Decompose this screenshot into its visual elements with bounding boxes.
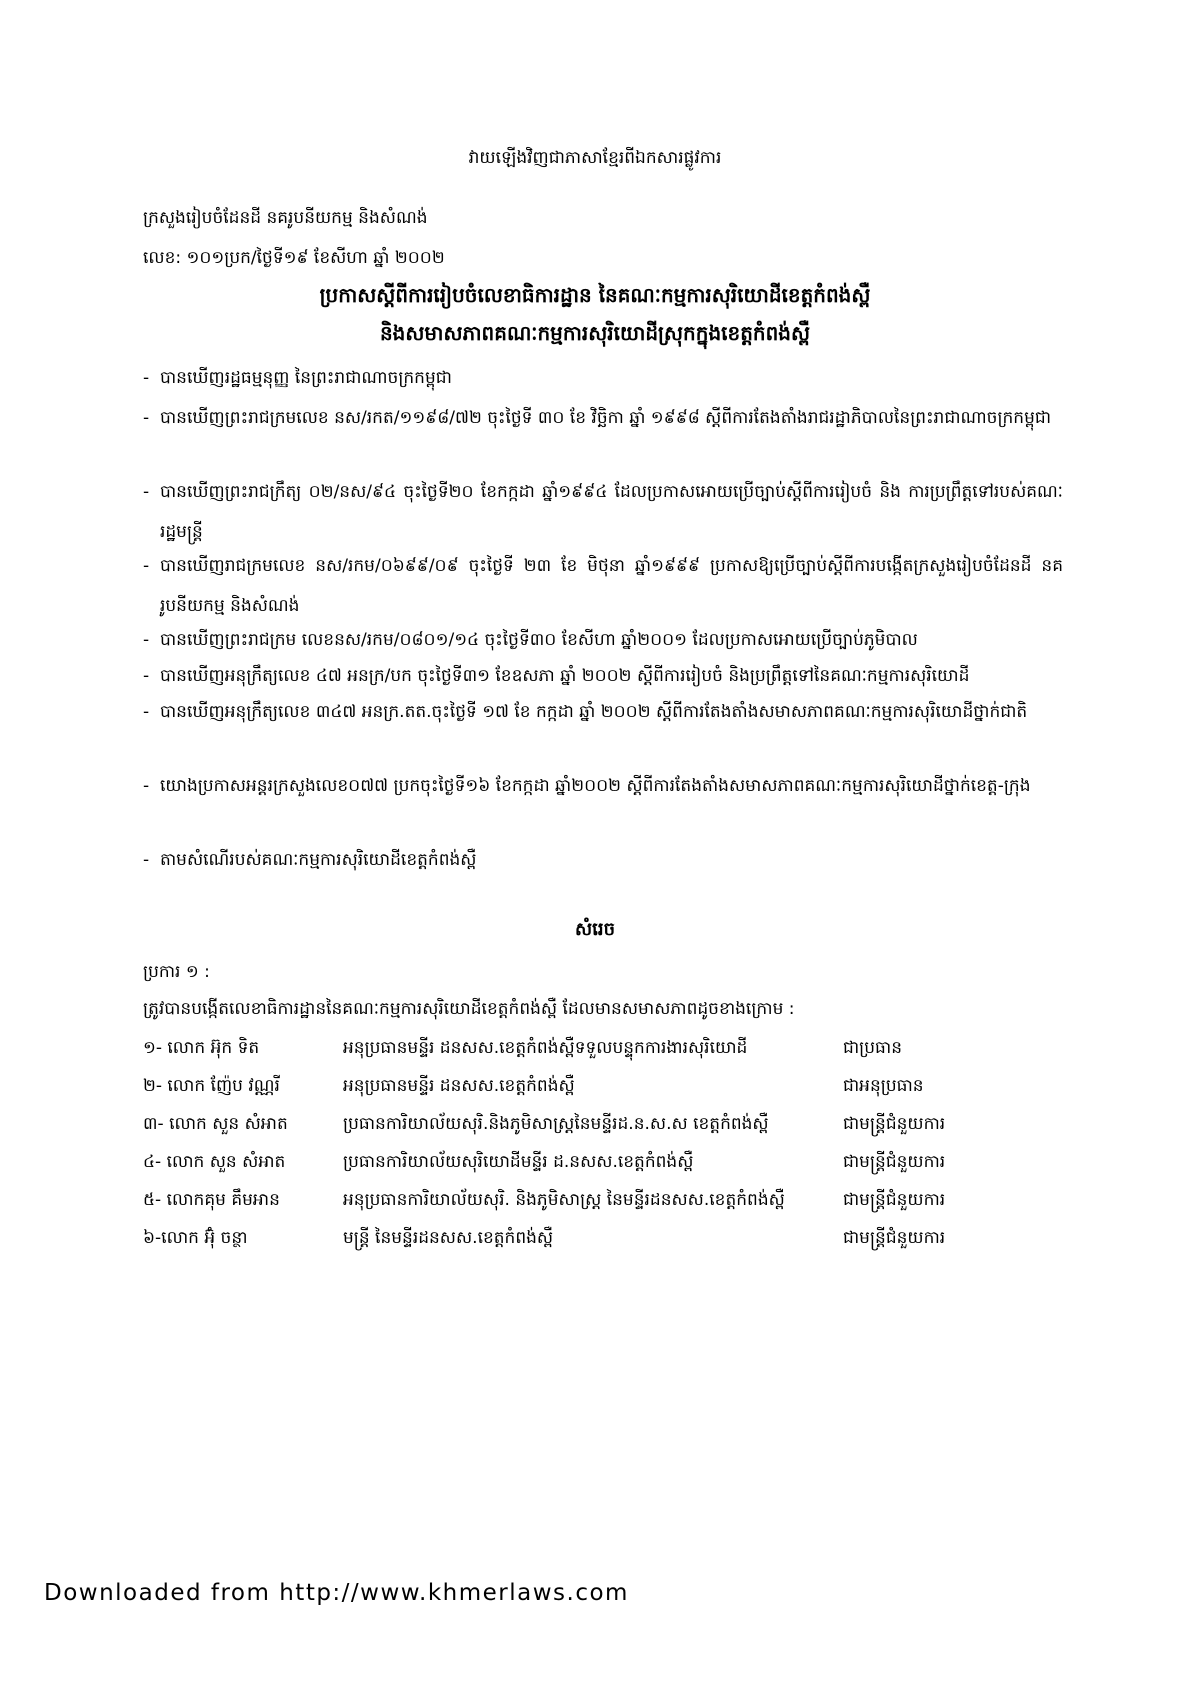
- member-name: ៦-លោក អ៊ុំ ចន្ថា: [143, 1228, 248, 1248]
- member-position: ប្រធានការិយាល័យសុរិយោដីមន្ទីរ ដ.នសស.ខេត្តកំពង់ស្ពឺ: [343, 1152, 694, 1172]
- list-dash: -: [143, 850, 150, 870]
- consideration-item: - បានឃើញព្រះរាជក្រមលេខ នស/រកត/១១៩៨/៧២ ចុះថ្ងៃទី ៣០ ខែ វិច្ឆិកា ឆ្នាំ ១៩៩៨ ស្តីពីការតែងតាំងរាជរដ្ឋាភិបាលនៃព្រះរាជាណាចក្រកម្ពុជា: [143, 398, 1063, 438]
- decision-heading: សំរេច: [575, 919, 615, 940]
- member-role: ជាអនុប្រធាន: [843, 1076, 924, 1096]
- consideration-item: - បានឃើញរាជក្រមលេខ នស/រកម/០៦៩៩/០៩ ចុះថ្ងៃទី ២៣ ខែ មិថុនា ឆ្នាំ១៩៩៩ ប្រកាសឱ្យប្រើច្បាប់ស្តីពីការបង្កើតក្រសួងរៀបចំដែនដី នគរូបនីយកម្ម និងសំណង់: [143, 546, 1063, 626]
- member-name: ៣- លោក សួន សំអាត: [143, 1114, 288, 1134]
- consideration-item: - បានឃើញព្រះរាជក្រម លេខនស/រកម/០៨០១/១៤ ចុះថ្ងៃទី៣០ ខែសីហា ឆ្នាំ២០០១ ដែលប្រកាសអោយប្រើច្បាប់ភូមិបាល: [143, 620, 1063, 660]
- member-role: ជាមន្ត្រីជំនួយការ: [843, 1190, 946, 1210]
- consideration-item: - បានឃើញអនុក្រឹត្យលេខ ៤៧ អនក្រ/បក ចុះថ្ងៃទី៣១ ខែឧសភា ឆ្នាំ ២០០២ ស្តីពីការរៀបចំ និងប្រព្រឹត្តទៅនៃគណៈកម្មការសុរិយោដី: [143, 656, 1063, 696]
- member-name: ២- លោក ញ៉ែប វណ្ណរី: [143, 1076, 280, 1096]
- consideration-item: - តាមសំណើរបស់គណៈកម្មការសុរិយោដីខេត្តកំពង់ស្ពឺ: [143, 840, 1063, 880]
- member-position: អនុប្រធានមន្ទីរ ដនសស.ខេត្តកំពង់ស្ពឺទទួលបន្ទុកការងារសុរិយោដី: [343, 1038, 748, 1058]
- consideration-item: - បានឃើញអនុក្រឹត្យលេខ ៣៤៧ អនក្រ.តត.ចុះថ្ងៃទី ១៧ ខែ កក្កដា ឆ្នាំ ២០០២ ស្តីពីការតែងតាំងសមាសភាពគណៈកម្មការសុរិយោដីថ្នាក់ជាតិ: [143, 692, 1063, 732]
- consideration-item: - បានឃើញព្រះរាជក្រឹត្យ ០២/នស/៩៤ ចុះថ្ងៃទី២០ ខែកក្កដា ឆ្នាំ១៩៩៤ ដែលប្រកាសអោយប្រើច្បាប់ស្តីពីការរៀបចំ និង ការប្រព្រឹត្តទៅរបស់គណៈរដ្ឋមន្ត្រី: [143, 472, 1063, 552]
- member-role: ជាប្រធាន: [843, 1038, 903, 1058]
- member-role: ជាមន្ត្រីជំនួយការ: [843, 1152, 946, 1172]
- list-dash: -: [143, 556, 150, 576]
- reference-number: លេខ: ១០១ប្រក/ថ្ងៃទី១៩ ខែសីហា ឆ្នាំ ២០០២: [143, 248, 445, 268]
- article-text: ត្រូវបានបង្កើតលេខាធិការដ្ឋាននៃគណៈកម្មការសុរិយោដីខេត្តកំពង់ស្ពឺ ដែលមានសមាសភាពដូចខាងក្រោម :: [143, 999, 795, 1019]
- member-role: ជាមន្ត្រីជំនួយការ: [843, 1228, 946, 1248]
- list-dash: -: [143, 702, 150, 722]
- list-dash: -: [143, 368, 150, 388]
- header-note: វាយឡើងវិញជាភាសាខ្មែរពីឯកសារផ្លូវការ: [468, 148, 722, 168]
- member-row: [143, 1104, 1063, 1144]
- member-row: [143, 1028, 1063, 1068]
- list-dash: -: [143, 482, 150, 502]
- member-name: ៤- លោក សួន សំអាត: [143, 1152, 286, 1172]
- list-dash: -: [143, 408, 150, 428]
- document-title-line2: និងសមាសភាពគណៈកម្មការសុរិយោដីស្រុកក្នុងខេត្តកំពង់ស្ពឺ: [379, 321, 811, 345]
- member-row: [143, 1066, 1063, 1106]
- list-dash: -: [143, 666, 150, 686]
- consideration-item: - យោងប្រកាសអន្តរក្រសួងលេខ០៧៧ ប្រកចុះថ្ងៃទី១៦ ខែកក្កដា ឆ្នាំ២០០២ ស្តីពីការតែងតាំងសមាសភាពគណៈកម្មការសុរិយោដីថ្នាក់ខេត្ត-ក្រុង: [143, 766, 1063, 806]
- member-position: ប្រធានការិយាល័យសុរិ.និងភូមិសាស្ត្រនៃមន្ទីរដ.ន.ស.ស ខេត្តកំពង់ស្ពឺ: [343, 1114, 769, 1134]
- member-name: ៥- លោកគុម គឹមអាន: [143, 1190, 280, 1210]
- member-position: អនុប្រធានការិយាល័យសុរិ. និងភូមិសាស្ត្រ នៃមន្ទីរដនសស.ខេត្តកំពង់ស្ពឺ: [343, 1190, 785, 1210]
- member-row: [143, 1180, 1063, 1220]
- document-title-line1: ប្រកាសស្តីពីការរៀបចំលេខាធិការដ្ឋាន នៃគណៈកម្មការសុរិយោដីខេត្តកំពង់ស្ពឺ: [319, 283, 871, 307]
- list-dash: -: [143, 630, 150, 650]
- member-position: អនុប្រធានមន្ទីរ ដនសស.ខេត្តកំពង់ស្ពឺ: [343, 1076, 575, 1096]
- list-dash: -: [143, 776, 150, 796]
- member-name: ១- លោក អ៊ុក ទិត: [143, 1038, 260, 1058]
- ministry-name: ក្រសួងរៀបចំដែនដី នគរូបនីយកម្ម និងសំណង់: [143, 208, 428, 228]
- member-row: [143, 1142, 1063, 1182]
- article-label: ប្រការ ១ :: [143, 962, 210, 982]
- consideration-item: - បានឃើញរដ្ឋធម្មនុញ្ញ នៃព្រះរាជាណាចក្រកម្ពុជា: [143, 358, 1063, 398]
- member-position: មន្ត្រី នៃមន្ទីរដនសស.ខេត្តកំពង់ស្ពឺ: [343, 1228, 554, 1248]
- member-row: [143, 1218, 1063, 1258]
- download-source-footer: Downloaded from http://www.khmerlaws.com: [44, 1580, 629, 1606]
- member-role: ជាមន្ត្រីជំនួយការ: [843, 1114, 946, 1134]
